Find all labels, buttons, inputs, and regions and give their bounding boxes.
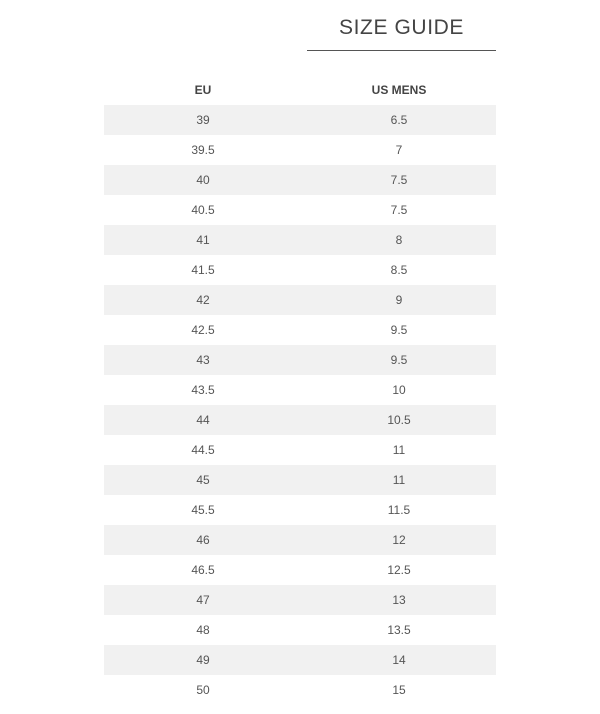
us-size-cell: 14	[302, 645, 496, 675]
table-row	[104, 645, 496, 675]
column-header-us-mens: US MENS	[371, 83, 427, 97]
table-row	[104, 345, 496, 375]
eu-size-cell: 42	[104, 285, 302, 315]
us-size-cell: 12	[302, 525, 496, 555]
table-body	[104, 105, 496, 705]
eu-size-cell: 49	[104, 645, 302, 675]
eu-size-cell: 45.5	[104, 495, 302, 525]
us-size-cell: 7.5	[302, 165, 496, 195]
us-size-cell: 10	[302, 375, 496, 405]
eu-size-cell: 50	[104, 675, 302, 705]
eu-size-cell: 43	[104, 345, 302, 375]
table-row	[104, 165, 496, 195]
table-row	[104, 525, 496, 555]
table-row	[104, 615, 496, 645]
eu-size-cell: 44.5	[104, 435, 302, 465]
table-row	[104, 255, 496, 285]
size-guide-title-container	[307, 14, 496, 51]
eu-size-cell: 46	[104, 525, 302, 555]
eu-size-cell: 41.5	[104, 255, 302, 285]
table-row	[104, 675, 496, 705]
table-header-row	[104, 75, 496, 105]
table-row	[104, 435, 496, 465]
us-size-cell: 15	[302, 675, 496, 705]
table-row	[104, 225, 496, 255]
eu-size-cell: 42.5	[104, 315, 302, 345]
eu-size-cell: 44	[104, 405, 302, 435]
table-row	[104, 105, 496, 135]
eu-size-cell: 40	[104, 165, 302, 195]
eu-size-cell: 45	[104, 465, 302, 495]
eu-size-cell: 39	[104, 105, 302, 135]
us-size-cell: 7.5	[302, 195, 496, 225]
table-row	[104, 555, 496, 585]
us-size-cell: 13.5	[302, 615, 496, 645]
table-row	[104, 405, 496, 435]
eu-size-cell: 39.5	[104, 135, 302, 165]
eu-size-cell: 46.5	[104, 555, 302, 585]
eu-size-cell: 47	[104, 585, 302, 615]
eu-size-cell: 43.5	[104, 375, 302, 405]
table-row	[104, 585, 496, 615]
us-size-cell: 10.5	[302, 405, 496, 435]
us-size-cell: 11	[302, 465, 496, 495]
us-size-cell: 9.5	[302, 345, 496, 375]
us-size-cell: 8.5	[302, 255, 496, 285]
table-row	[104, 135, 496, 165]
us-size-cell: 9	[302, 285, 496, 315]
size-guide-table	[104, 75, 496, 705]
eu-size-cell: 41	[104, 225, 302, 255]
eu-size-cell: 40.5	[104, 195, 302, 225]
page-title: SIZE GUIDE	[338, 16, 465, 39]
us-size-cell: 8	[302, 225, 496, 255]
table-row	[104, 285, 496, 315]
table-row	[104, 495, 496, 525]
table-row	[104, 375, 496, 405]
us-size-cell: 7	[302, 135, 496, 165]
us-size-cell: 11.5	[302, 495, 496, 525]
us-size-cell: 13	[302, 585, 496, 615]
eu-size-cell: 48	[104, 615, 302, 645]
table-row	[104, 465, 496, 495]
table-row	[104, 315, 496, 345]
us-size-cell: 9.5	[302, 315, 496, 345]
us-size-cell: 6.5	[302, 105, 496, 135]
us-size-cell: 12.5	[302, 555, 496, 585]
us-size-cell: 11	[302, 435, 496, 465]
table-row	[104, 195, 496, 225]
column-header-eu: EU	[194, 83, 212, 97]
